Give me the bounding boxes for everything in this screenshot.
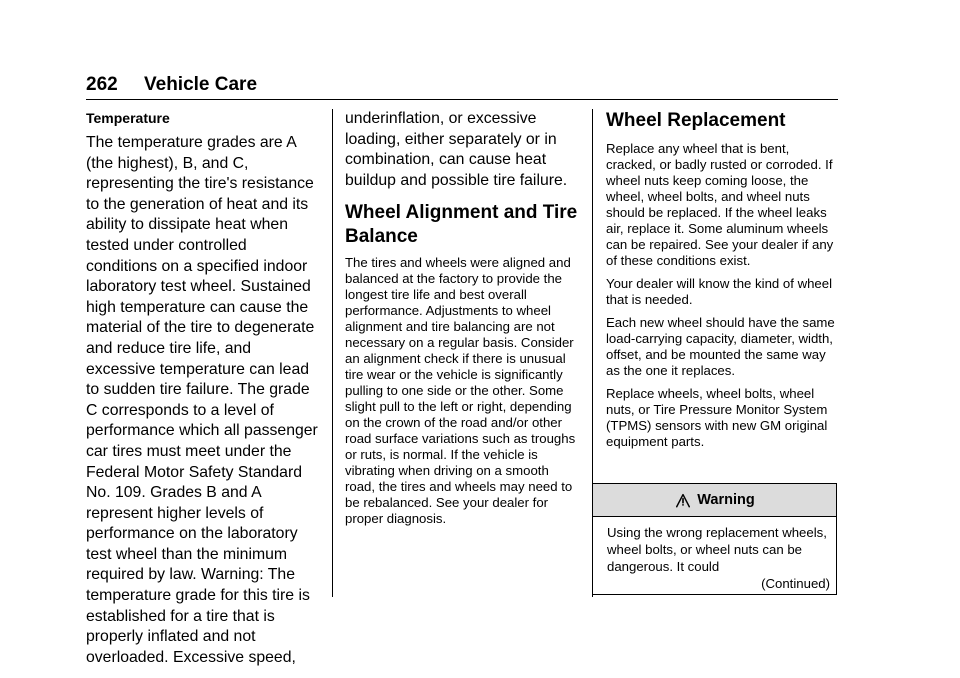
- warning-text: Using the wrong replacement wheels, wheel bolts, or wheel nuts can be dangerous. It could: [607, 525, 827, 574]
- wheel-alignment-paragraph: The tires and wheels were aligned and balanced at the factory to provide the longest tire life and best overall performance. Adjustments to wheel alignment and tire balancing are not necessary on a regular basis. Consider an alignment check if there is unusual tire wear or the vehicle is significantly pulling to one side or the other. Some slight pull to the left or right, depending on the crown of the road and/or other road surface variations such as troughs or ruts, is normal. If the vehicle is vibrating when driving on a smooth road, the tires and wheels may need to be rebalanced. See your dealer for proper diagnosis.: [345, 255, 576, 527]
- column-divider-1: [332, 109, 333, 597]
- page-header: [86, 70, 838, 100]
- warning-box: [592, 483, 837, 595]
- column-2: [345, 109, 581, 534]
- warning-title: Warning: [697, 492, 755, 508]
- warning-body: [593, 517, 836, 575]
- section-title: Vehicle Care: [144, 74, 258, 95]
- column-1: [86, 109, 322, 668]
- wheel-replacement-heading: Wheel Replacement: [606, 110, 786, 131]
- header-divider: [86, 99, 838, 100]
- wheel-replacement-paragraph: Your dealer will know the kind of wheel that is needed.: [606, 276, 833, 307]
- page-number: 262: [86, 74, 118, 95]
- wheel-replacement-paragraph: Replace any wheel that is bent, cracked, or badly rusted or corroded. If wheel nuts keep coming loose, the wheel, wheel bolts, and wheel nuts should be replaced. If the wheel leaks air, replace it. Some aluminum wheels can be repaired. See your dealer if any of these conditions exist.: [606, 141, 834, 268]
- wheel-alignment-heading: Wheel Alignment and Tire Balance: [345, 202, 578, 248]
- column-3: [606, 109, 838, 457]
- warning-header: [593, 484, 836, 517]
- wheel-replacement-paragraph: Each new wheel should have the same load-carrying capacity, diameter, width, offset, and be mounted the same way as the one it replaces.: [606, 315, 835, 378]
- warning-triangle-icon: [674, 491, 692, 509]
- temperature-subheading: Temperature: [86, 110, 170, 126]
- temperature-continuation: underinflation, or excessive loading, either separately or in combination, can cause heat buildup and possible tire failure.: [345, 110, 568, 189]
- temperature-paragraph: The temperature grades are A (the highest), B, and C, representing the tire's resistance to the generation of heat and its ability to dissipate heat when tested under controlled conditions on a specified indoor laboratory test wheel. Sustained high temperature can cause the material of the tire to degenerate and reduce tire life, and excessive temperature can lead to sudden tire failure. The grade C corresponds to a level of performance which all passenger car tires must meet under the Federal Motor Safety Standard No. 109. Grades B and A represent higher levels of performance on the laboratory test wheel than the minimum required by law. Warning: The temperature grade for this tire is established for a tire that is properly inflated and not overloaded. Excessive speed,: [86, 134, 318, 666]
- wheel-replacement-paragraph: Replace wheels, wheel bolts, wheel nuts, or Tire Pressure Monitor System (TPMS) sensors with new GM original equipment parts.: [606, 386, 828, 449]
- continued-label: (Continued): [761, 576, 830, 591]
